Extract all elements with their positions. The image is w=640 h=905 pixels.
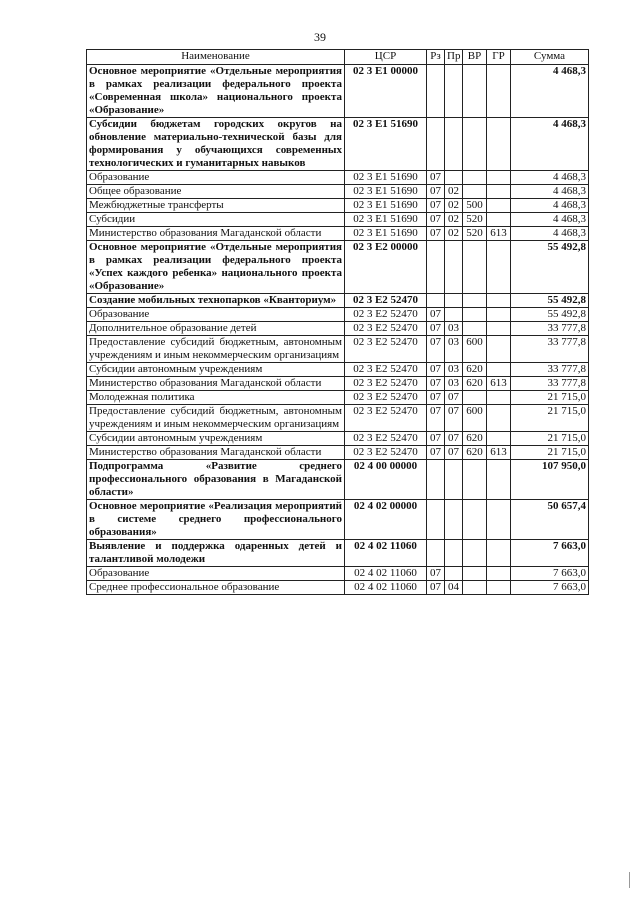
cell-name: Основное мероприятие «Отдельные мероприятия в рамках реализации федерального проекта «Современная школа» национального проекта «Образование» bbox=[87, 65, 345, 118]
cell-sum: 4 468,3 bbox=[511, 185, 589, 199]
cell-pr bbox=[445, 540, 463, 567]
cell-gr bbox=[487, 322, 511, 336]
cell-vr: 620 bbox=[463, 432, 487, 446]
cell-gr bbox=[487, 185, 511, 199]
cell-pr bbox=[445, 65, 463, 118]
cell-pr bbox=[445, 460, 463, 500]
cell-csr: 02 4 00 00000 bbox=[345, 460, 427, 500]
cell-csr: 02 3 E2 52470 bbox=[345, 336, 427, 363]
cell-csr: 02 4 02 11060 bbox=[345, 567, 427, 581]
cell-sum: 4 468,3 bbox=[511, 118, 589, 171]
cell-vr bbox=[463, 294, 487, 308]
cell-vr bbox=[463, 500, 487, 540]
cell-csr: 02 3 E2 52470 bbox=[345, 322, 427, 336]
cell-name: Образование bbox=[87, 308, 345, 322]
table-row bbox=[87, 171, 589, 185]
cell-pr: 07 bbox=[445, 391, 463, 405]
cell-vr bbox=[463, 540, 487, 567]
cell-pr: 02 bbox=[445, 185, 463, 199]
cell-csr: 02 4 02 11060 bbox=[345, 581, 427, 595]
cell-gr bbox=[487, 391, 511, 405]
cell-gr bbox=[487, 363, 511, 377]
cell-name: Образование bbox=[87, 567, 345, 581]
cell-name: Субсидии автономным учреждениям bbox=[87, 363, 345, 377]
cell-pr bbox=[445, 241, 463, 294]
cell-name: Дополнительное образование детей bbox=[87, 322, 345, 336]
cell-sum: 4 468,3 bbox=[511, 227, 589, 241]
cell-rz: 07 bbox=[427, 227, 445, 241]
cell-name: Межбюджетные трансферты bbox=[87, 199, 345, 213]
cell-sum: 55 492,8 bbox=[511, 294, 589, 308]
cell-gr bbox=[487, 336, 511, 363]
cell-csr: 02 3 E2 52470 bbox=[345, 294, 427, 308]
table-header-row bbox=[87, 50, 589, 65]
cell-vr bbox=[463, 581, 487, 595]
cell-name: Министерство образования Магаданской области bbox=[87, 227, 345, 241]
cell-rz bbox=[427, 294, 445, 308]
cell-name: Выявление и поддержка одаренных детей и талантливой молодежи bbox=[87, 540, 345, 567]
table-row bbox=[87, 567, 589, 581]
cell-vr bbox=[463, 567, 487, 581]
cell-vr bbox=[463, 241, 487, 294]
cell-vr: 620 bbox=[463, 363, 487, 377]
cell-csr: 02 3 E1 51690 bbox=[345, 171, 427, 185]
cell-csr: 02 3 E2 52470 bbox=[345, 363, 427, 377]
cell-gr bbox=[487, 460, 511, 500]
cell-name: Субсидии bbox=[87, 213, 345, 227]
cell-name: Министерство образования Магаданской области bbox=[87, 446, 345, 460]
cell-csr: 02 4 02 00000 bbox=[345, 500, 427, 540]
cell-vr bbox=[463, 118, 487, 171]
cell-rz: 07 bbox=[427, 363, 445, 377]
table-row bbox=[87, 581, 589, 595]
cell-sum: 33 777,8 bbox=[511, 336, 589, 363]
cell-pr bbox=[445, 308, 463, 322]
cell-name: Субсидии бюджетам городских округов на обновление материально-технической базы для формирования у обучающихся современных технологических и гуманитарных навыков bbox=[87, 118, 345, 171]
table-row bbox=[87, 227, 589, 241]
cell-sum: 107 950,0 bbox=[511, 460, 589, 500]
cell-rz bbox=[427, 65, 445, 118]
cell-vr: 600 bbox=[463, 336, 487, 363]
table-body bbox=[87, 65, 589, 595]
header-csr: ЦСР bbox=[345, 50, 427, 65]
cell-name: Среднее профессиональное образование bbox=[87, 581, 345, 595]
header-pr: Пр bbox=[445, 50, 463, 65]
cell-rz bbox=[427, 118, 445, 171]
cell-sum: 7 663,0 bbox=[511, 540, 589, 567]
table-row bbox=[87, 185, 589, 199]
cell-sum: 55 492,8 bbox=[511, 241, 589, 294]
cell-vr bbox=[463, 65, 487, 118]
cell-pr: 02 bbox=[445, 199, 463, 213]
cell-pr: 03 bbox=[445, 377, 463, 391]
cell-sum: 4 468,3 bbox=[511, 199, 589, 213]
table-row bbox=[87, 405, 589, 432]
cell-name: Министерство образования Магаданской области bbox=[87, 377, 345, 391]
cell-pr: 03 bbox=[445, 336, 463, 363]
table-row bbox=[87, 199, 589, 213]
cell-name: Основное мероприятие «Реализация мероприятий в системе среднего профессионального образования» bbox=[87, 500, 345, 540]
table-row bbox=[87, 363, 589, 377]
cell-pr bbox=[445, 567, 463, 581]
table-row bbox=[87, 294, 589, 308]
cell-rz: 07 bbox=[427, 308, 445, 322]
header-sum: Сумма bbox=[511, 50, 589, 65]
cell-name: Подпрограмма «Развитие среднего профессионального образования в Магаданской области» bbox=[87, 460, 345, 500]
cell-gr bbox=[487, 65, 511, 118]
cell-pr: 02 bbox=[445, 227, 463, 241]
cell-name: Общее образование bbox=[87, 185, 345, 199]
cell-rz: 07 bbox=[427, 322, 445, 336]
table-row bbox=[87, 446, 589, 460]
cell-rz bbox=[427, 500, 445, 540]
cell-vr bbox=[463, 171, 487, 185]
cell-gr bbox=[487, 171, 511, 185]
cell-name: Образование bbox=[87, 171, 345, 185]
cell-vr bbox=[463, 308, 487, 322]
cell-gr bbox=[487, 308, 511, 322]
cell-gr bbox=[487, 294, 511, 308]
cell-vr: 620 bbox=[463, 446, 487, 460]
cell-vr: 520 bbox=[463, 213, 487, 227]
table-row bbox=[87, 65, 589, 118]
table-row bbox=[87, 460, 589, 500]
cell-sum: 33 777,8 bbox=[511, 377, 589, 391]
cell-gr bbox=[487, 241, 511, 294]
cell-vr: 520 bbox=[463, 227, 487, 241]
cell-name: Создание мобильных технопарков «Кванториум» bbox=[87, 294, 345, 308]
cell-pr: 02 bbox=[445, 213, 463, 227]
cell-csr: 02 3 E1 51690 bbox=[345, 227, 427, 241]
cell-rz: 07 bbox=[427, 336, 445, 363]
cell-gr bbox=[487, 500, 511, 540]
cell-rz: 07 bbox=[427, 567, 445, 581]
cell-sum: 33 777,8 bbox=[511, 363, 589, 377]
cell-rz: 07 bbox=[427, 581, 445, 595]
table-row bbox=[87, 377, 589, 391]
cell-pr bbox=[445, 294, 463, 308]
cell-vr: 500 bbox=[463, 199, 487, 213]
cell-sum: 33 777,8 bbox=[511, 322, 589, 336]
cell-vr: 620 bbox=[463, 377, 487, 391]
cell-csr: 02 3 E2 52470 bbox=[345, 377, 427, 391]
cell-csr: 02 4 02 11060 bbox=[345, 540, 427, 567]
table-row bbox=[87, 391, 589, 405]
cell-pr bbox=[445, 118, 463, 171]
cell-gr bbox=[487, 567, 511, 581]
page-number: 39 bbox=[314, 30, 326, 44]
cell-name: Предоставление субсидий бюджетным, автономным учреждениям и иным некоммерческим организациям bbox=[87, 336, 345, 363]
cell-rz: 07 bbox=[427, 171, 445, 185]
scan-mark bbox=[629, 872, 630, 888]
cell-rz: 07 bbox=[427, 432, 445, 446]
table-row bbox=[87, 213, 589, 227]
table-row bbox=[87, 118, 589, 171]
cell-gr bbox=[487, 118, 511, 171]
cell-rz bbox=[427, 540, 445, 567]
cell-gr: 613 bbox=[487, 446, 511, 460]
header-name: Наименование bbox=[87, 50, 345, 65]
cell-gr: 613 bbox=[487, 227, 511, 241]
header-rz: Рз bbox=[427, 50, 445, 65]
cell-csr: 02 3 E2 00000 bbox=[345, 241, 427, 294]
table-row bbox=[87, 500, 589, 540]
table-row bbox=[87, 322, 589, 336]
cell-pr: 03 bbox=[445, 363, 463, 377]
cell-csr: 02 3 E2 52470 bbox=[345, 446, 427, 460]
header-gr: ГР bbox=[487, 50, 511, 65]
cell-csr: 02 3 E1 00000 bbox=[345, 65, 427, 118]
cell-rz: 07 bbox=[427, 377, 445, 391]
cell-pr: 03 bbox=[445, 322, 463, 336]
cell-gr bbox=[487, 405, 511, 432]
cell-csr: 02 3 E2 52470 bbox=[345, 405, 427, 432]
cell-rz: 07 bbox=[427, 391, 445, 405]
cell-gr bbox=[487, 540, 511, 567]
cell-csr: 02 3 E1 51690 bbox=[345, 199, 427, 213]
table-row bbox=[87, 540, 589, 567]
cell-pr: 07 bbox=[445, 405, 463, 432]
cell-gr bbox=[487, 581, 511, 595]
cell-gr bbox=[487, 213, 511, 227]
cell-pr: 04 bbox=[445, 581, 463, 595]
cell-vr bbox=[463, 185, 487, 199]
table-row bbox=[87, 308, 589, 322]
cell-csr: 02 3 E2 52470 bbox=[345, 391, 427, 405]
cell-name: Субсидии автономным учреждениям bbox=[87, 432, 345, 446]
cell-name: Основное мероприятие «Отдельные мероприятия в рамках реализации федерального проекта «Успех каждого ребенка» национального проекта «Образование» bbox=[87, 241, 345, 294]
cell-gr: 613 bbox=[487, 377, 511, 391]
cell-sum: 21 715,0 bbox=[511, 432, 589, 446]
cell-sum: 21 715,0 bbox=[511, 405, 589, 432]
cell-vr bbox=[463, 391, 487, 405]
cell-pr bbox=[445, 500, 463, 540]
cell-vr bbox=[463, 322, 487, 336]
cell-csr: 02 3 E2 52470 bbox=[345, 308, 427, 322]
cell-gr bbox=[487, 199, 511, 213]
cell-sum: 21 715,0 bbox=[511, 391, 589, 405]
cell-rz: 07 bbox=[427, 446, 445, 460]
cell-vr bbox=[463, 460, 487, 500]
cell-rz: 07 bbox=[427, 185, 445, 199]
cell-rz: 07 bbox=[427, 213, 445, 227]
table-row bbox=[87, 336, 589, 363]
cell-sum: 4 468,3 bbox=[511, 65, 589, 118]
cell-name: Предоставление субсидий бюджетным, автономным учреждениям и иным некоммерческим организациям bbox=[87, 405, 345, 432]
cell-vr: 600 bbox=[463, 405, 487, 432]
cell-csr: 02 3 E2 52470 bbox=[345, 432, 427, 446]
cell-gr bbox=[487, 432, 511, 446]
cell-rz: 07 bbox=[427, 405, 445, 432]
cell-pr: 07 bbox=[445, 446, 463, 460]
cell-sum: 21 715,0 bbox=[511, 446, 589, 460]
cell-sum: 7 663,0 bbox=[511, 567, 589, 581]
cell-sum: 4 468,3 bbox=[511, 171, 589, 185]
cell-sum: 4 468,3 bbox=[511, 213, 589, 227]
cell-pr bbox=[445, 171, 463, 185]
cell-pr: 07 bbox=[445, 432, 463, 446]
cell-sum: 55 492,8 bbox=[511, 308, 589, 322]
cell-rz: 07 bbox=[427, 199, 445, 213]
cell-sum: 50 657,4 bbox=[511, 500, 589, 540]
budget-table bbox=[86, 49, 589, 595]
table-row bbox=[87, 432, 589, 446]
cell-csr: 02 3 E1 51690 bbox=[345, 118, 427, 171]
cell-rz bbox=[427, 241, 445, 294]
header-vr: ВР bbox=[463, 50, 487, 65]
cell-name: Молодежная политика bbox=[87, 391, 345, 405]
cell-rz bbox=[427, 460, 445, 500]
table-row bbox=[87, 241, 589, 294]
cell-sum: 7 663,0 bbox=[511, 581, 589, 595]
cell-csr: 02 3 E1 51690 bbox=[345, 213, 427, 227]
cell-csr: 02 3 E1 51690 bbox=[345, 185, 427, 199]
